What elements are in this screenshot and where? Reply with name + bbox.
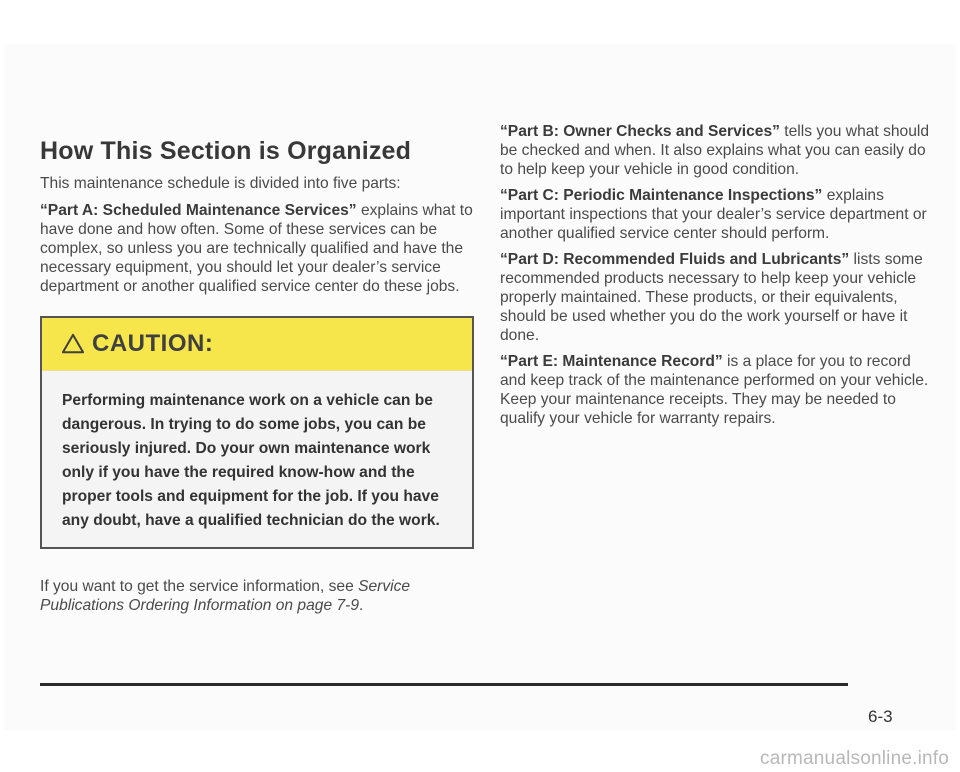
part-a-label: “Part A: Scheduled Maintenance Services” (40, 202, 357, 219)
part-d-label: “Part D: Recommended Fluids and Lubricants” (500, 251, 850, 268)
part-a-paragraph (40, 201, 476, 296)
part-e-paragraph (500, 352, 930, 428)
left-column (40, 88, 476, 615)
service-info-suffix: . (359, 597, 364, 614)
service-info-paragraph (40, 577, 476, 615)
part-d-paragraph (500, 250, 930, 345)
part-b-label: “Part B: Owner Checks and Services” (500, 123, 780, 140)
footer-divider (40, 683, 848, 686)
part-b-paragraph (500, 122, 930, 179)
right-column (500, 88, 930, 435)
part-b-text: tells you what should be checked and when. It also explains what you can easily do to help keep your vehicle in good condition. (500, 123, 930, 178)
part-c-label: “Part C: Periodic Maintenance Inspections” (500, 187, 823, 204)
caution-title: CAUTION: (92, 330, 214, 357)
caution-text: Performing maintenance work on a vehicle can be dangerous. In trying to do some jobs, you can be seriously injured. Do your own maintenance work only if you have the required know-how and the proper tools and equipment for the job. If you have any doubt, have a qualified technician do the work. (62, 392, 440, 529)
section-title: How This Section is Organized (40, 137, 412, 165)
part-d-text: lists some recommended products necessary to help keep your vehicle properly maintained. These products, or their equivalents, should be used whether you do the work yourself or have it done. (500, 251, 923, 344)
manual-page (4, 44, 956, 730)
caution-header (42, 318, 472, 371)
warning-triangle-icon (62, 333, 84, 355)
part-c-text: explains important inspections that your dealer’s service department or another qualified service center should perform. (500, 187, 927, 242)
intro-paragraph: This maintenance schedule is divided into five parts: (40, 175, 401, 192)
service-info-prefix: If you want to get the service information, see (40, 578, 359, 595)
caution-box (40, 316, 474, 549)
part-e-label: “Part E: Maintenance Record” (500, 353, 723, 370)
part-a-text: explains what to have done and how often. Some of these services can be complex, so unless you are technically qualified and have the necessary equipment, you should let your dealer’s service department or another qualified service center do these jobs. (40, 202, 473, 295)
service-info-reference[interactable]: Service Publications Ordering Information on page 7-9 (40, 578, 411, 614)
site-watermark: carmanualsonline.info (760, 748, 950, 769)
part-e-text: is a place for you to record and keep track of the maintenance performed on your vehicle. Keep your maintenance receipts. They may be needed to qualify your vehicle for warranty repairs. (500, 353, 929, 427)
page-number: 6-3 (868, 707, 893, 726)
part-c-paragraph (500, 186, 930, 243)
